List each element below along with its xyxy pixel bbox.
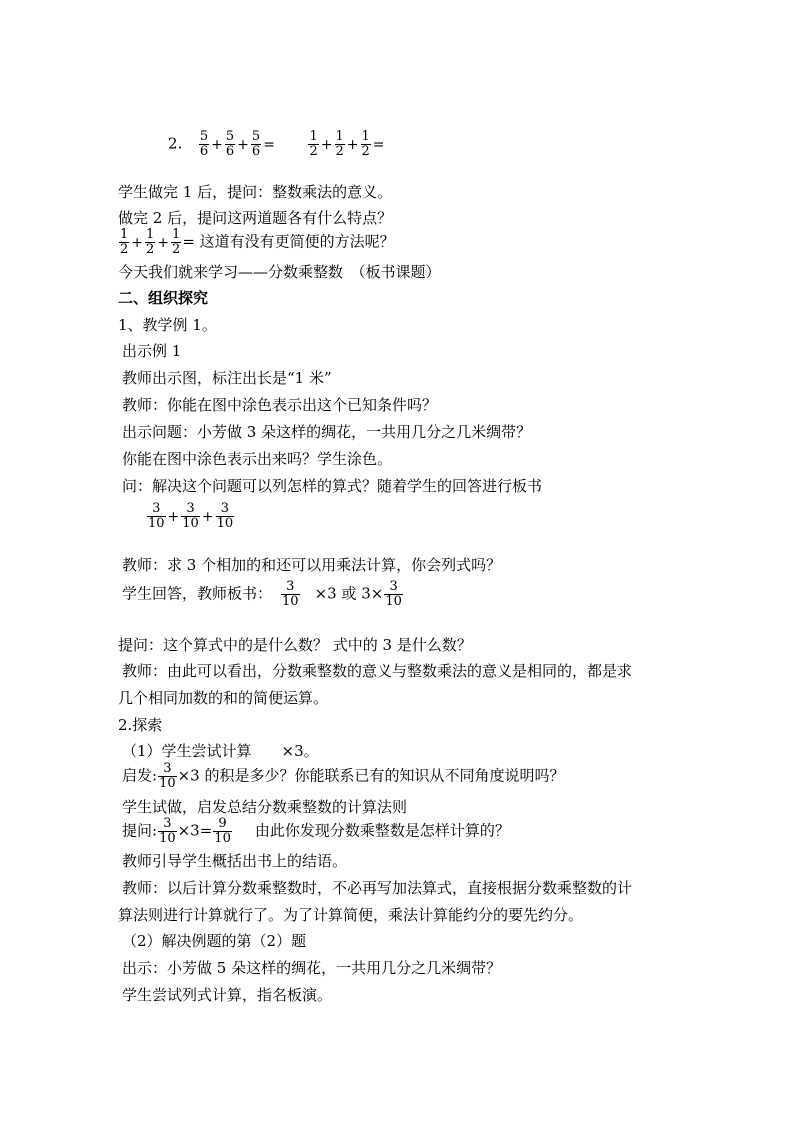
fraction: $\frac{3}{10}$ bbox=[148, 501, 165, 531]
paragraph: 出示问题：小芳做 3 朵这样的绸花，一共用几分之几米绸带？ bbox=[122, 423, 532, 441]
fraction: $\frac{1}{2}$ bbox=[120, 227, 129, 257]
fraction: $\frac{9}{10}$ bbox=[214, 816, 231, 846]
paragraph: 学生试做，启发总结分数乘整数的计算法则 bbox=[122, 798, 408, 816]
paragraph: 出示例 1 bbox=[122, 342, 182, 360]
fraction: $\frac{1}{2}$ bbox=[172, 227, 181, 257]
paragraph: 做完 2 后，提问这两道题各有什么特点？ bbox=[118, 209, 393, 227]
paragraph: 你能在图中涂色表示出来吗？学生涂色。 bbox=[122, 450, 393, 468]
section-heading: 二、组织探究 bbox=[118, 289, 209, 307]
paragraph: 教师：以后计算分数乘整数时，不必再写加法算式，直接根据分数乘整数的计 bbox=[122, 879, 633, 897]
exercise-2: 2. $\frac{5}{6}$ + $\frac{5}{6}$ + $\frac{5}{6}$ = $\frac{1}{2}$ + $\frac{1}{2}$ + $\frac{1}{2}$ = bbox=[168, 129, 385, 159]
fraction: $\frac{3}{10}$ bbox=[385, 579, 402, 609]
paragraph: 教师：由此可以看出，分数乘整数的意义与整数乘法的意义是相同的，都是求 bbox=[122, 662, 633, 680]
subsection-title: 2.探索 bbox=[118, 716, 163, 734]
fraction: $\frac{3}{10}$ bbox=[182, 501, 199, 531]
fraction: $\frac{3}{10}$ bbox=[159, 761, 176, 791]
paragraph-fraction-line: $\frac{1}{2}$ + $\frac{1}{2}$ + $\frac{1}{2}$ = 这道有没有更简便的方法呢？ bbox=[120, 227, 395, 257]
addition-formula: $\frac{3}{10}$ + $\frac{3}{10}$ + $\frac{3}{10}$ bbox=[148, 501, 234, 531]
paragraph: 算法则进行计算就行了。为了计算简便，乘法计算能约分的要先约分。 bbox=[118, 906, 584, 924]
paragraph: 提问：这个算式中的是什么数？ 式中的 3 是什么数？ bbox=[118, 636, 472, 654]
fraction: $\frac{1}{2}$ bbox=[309, 129, 318, 159]
fraction: $\frac{1}{2}$ bbox=[146, 227, 155, 257]
fraction: $\frac{3}{10}$ bbox=[159, 816, 176, 846]
hint-line: 启发: $\frac{3}{10}$ ×3 的积是多少？你能联系已有的知识从不同角度说明吗？ bbox=[122, 761, 565, 791]
exercise-number: 2. bbox=[168, 134, 183, 153]
paragraph: 出示：小芳做 5 朵这样的绸花，一共用几分之几米绸带？ bbox=[122, 959, 502, 977]
paragraph: （2）解决例题的第（2）题 bbox=[122, 932, 307, 950]
fraction: $\frac{3}{10}$ bbox=[216, 501, 234, 531]
paragraph: （1）学生尝试计算 ×3。 bbox=[122, 742, 319, 760]
paragraph: 几个相同加数的和的简便运算。 bbox=[118, 689, 329, 707]
paragraph: 今天我们就来学习——分数乘整数 （板书课题） bbox=[118, 263, 441, 281]
paragraph: 教师：你能在图中涂色表示出这个已知条件吗？ bbox=[122, 396, 438, 414]
subsection-title: 1、教学例 1。 bbox=[118, 316, 217, 334]
paragraph: 学生尝试列式计算，指名板演。 bbox=[122, 986, 333, 1004]
paragraph: 教师出示图，标注出长是“1 米” bbox=[122, 369, 332, 387]
fraction: $\frac{5}{6}$ bbox=[251, 129, 261, 159]
fraction: $\frac{1}{2}$ bbox=[335, 129, 344, 159]
paragraph: 问：解决这个问题可以列怎样的算式？随着学生的回答进行板书 bbox=[122, 477, 543, 495]
fraction: $\frac{5}{6}$ bbox=[199, 129, 209, 159]
fraction: $\frac{3}{10}$ bbox=[282, 579, 299, 609]
fraction: $\frac{5}{6}$ bbox=[225, 129, 235, 159]
paragraph: 学生做完 1 后，提问：整数乘法的意义。 bbox=[118, 183, 393, 201]
ask-line: 提问: $\frac{3}{10}$ ×3= $\frac{9}{10}$ 由此你发现分数乘整数是怎样计算的？ bbox=[122, 816, 510, 846]
fraction: $\frac{1}{2}$ bbox=[361, 129, 370, 159]
paragraph: 教师：求 3 个相加的和还可以用乘法计算，你会列式吗？ bbox=[122, 556, 502, 574]
board-formula: 学生回答，教师板书： $\frac{3}{10}$ ×3 或 3× $\frac{3}{10}$ bbox=[122, 579, 402, 609]
paragraph: 教师引导学生概括出书上的结语。 bbox=[122, 852, 348, 870]
